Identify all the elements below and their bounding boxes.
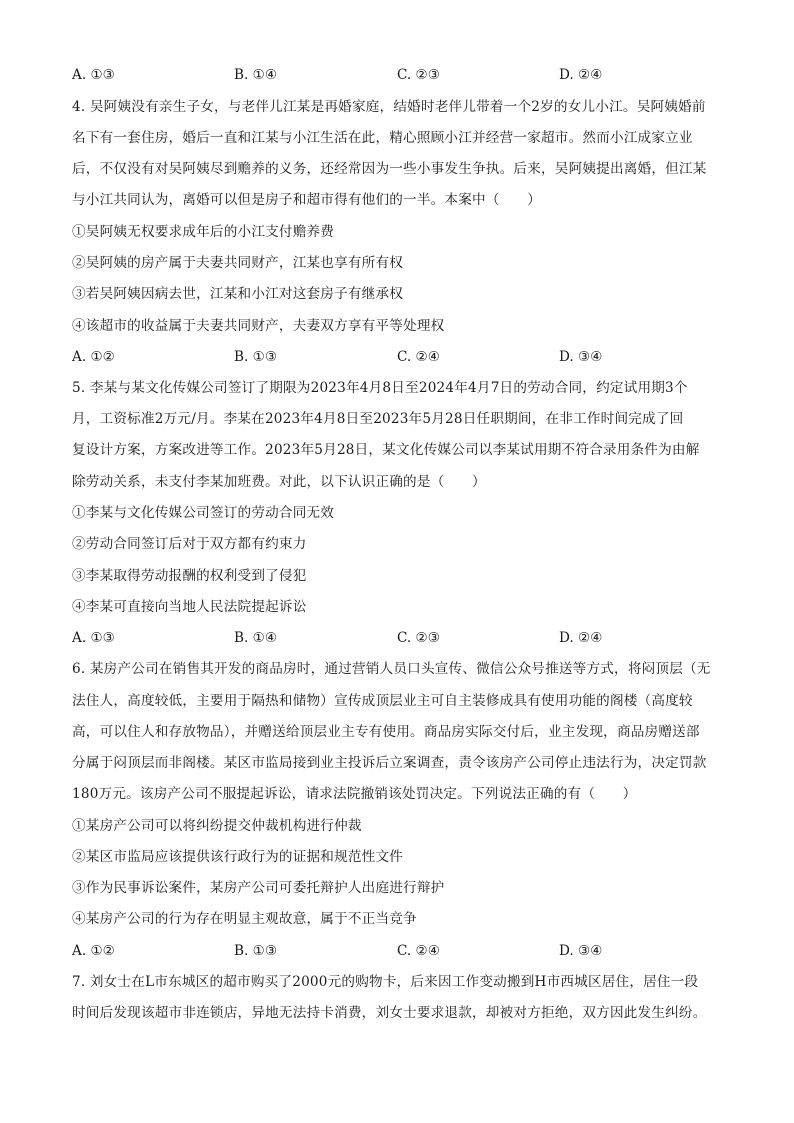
q6-stem-line: 6. 某房产公司在销售其开发的商品房时，通过营销人员口头宣传、微信公众号推送等方式，将闷顶层（无 — [72, 661, 711, 677]
q4-stem-line: 与小江共同认为，离婚可以但是房子和超市得有他们的一半。本案中（ ） — [72, 192, 541, 208]
q5-stem-line: 复设计方案，方案改进等工作。2023年5月28日，某文化传媒公司以李某试用期不符合录用条件为由解 — [72, 442, 700, 458]
q5-options — [72, 628, 722, 648]
q4-statement: ④该超市的收益属于夫妻共同财产，夫妻双方享有平等处理权 — [72, 318, 445, 334]
q3-options — [72, 65, 722, 85]
q4-option-c: C. ②④ — [397, 349, 440, 365]
q6-option-d: D. ③④ — [559, 943, 603, 959]
q4-statement: ①吴阿姨无权要求成年后的小江支付赡养费 — [72, 224, 335, 240]
q5-stem-line: 除劳动关系，未支付李某加班费。对此，以下认识正确的是（ ） — [72, 474, 486, 490]
q3-option-a: A. ①③ — [72, 67, 115, 83]
q4-option-b: B. ①③ — [234, 349, 278, 365]
q5-stem-line: 月，工资标准2万元/月。李某在2023年4月8日至2023年5月28日任职期间，在非工作时间完成了回 — [72, 411, 684, 427]
q6-option-c: C. ②④ — [397, 943, 440, 959]
q3-option-d: D. ②④ — [559, 67, 603, 83]
q4-options — [72, 347, 722, 367]
q6-statement: ②某区市监局应该提供该行政行为的证据和规范性文件 — [72, 849, 404, 865]
q6-stem-line: 分属于闷顶层而非阁楼。某区市监局接到业主投诉后立案调查，责令该房产公司停止违法行为，决定罚款 — [72, 755, 707, 771]
q3-option-c: C. ②③ — [397, 67, 440, 83]
q4-stem-line: 4. 吴阿姨没有亲生子女，与老伴儿江某是再婚家庭，结婚时老伴儿带着一个2岁的女儿小江。吴阿姨婚前 — [72, 99, 706, 115]
q5-option-a: A. ①③ — [72, 630, 115, 646]
q3-option-b: B. ①④ — [234, 67, 278, 83]
q5-statement: ②劳动合同签订后对于双方都有约束力 — [72, 536, 307, 552]
q6-option-b: B. ①③ — [234, 943, 278, 959]
q5-statement: ③李某取得劳动报酬的权利受到了侵犯 — [72, 568, 307, 584]
q4-option-d: D. ③④ — [559, 349, 603, 365]
q6-stem-line: 180万元。该房产公司不服提起诉讼，请求法院撤销该处罚决定。下列说法正确的有（ ） — [72, 786, 637, 802]
q6-stem-line: 法住人，高度较低，主要用于隔热和储物）宣传成顶层业主可自主装修成具有使用功能的阁楼（高度较 — [72, 693, 693, 709]
q5-statement: ④李某可直接向当地人民法院提起诉讼 — [72, 599, 307, 615]
q7-stem-line: 7. 刘女士在L市东城区的超市购买了2000元的购物卡，后来因工作变动搬到H市西城区居住，居住一段 — [72, 974, 699, 990]
q5-statement: ①李某与文化传媒公司签订的劳动合同无效 — [72, 505, 335, 521]
q6-statement: ④某房产公司的行为存在明显主观故意，属于不正当竞争 — [72, 911, 417, 927]
q4-statement: ②吴阿姨的房产属于夫妻共同财产，江某也享有所有权 — [72, 255, 404, 271]
q6-option-a: A. ①② — [72, 943, 115, 959]
q5-option-b: B. ①④ — [234, 630, 278, 646]
q6-statement: ③作为民事诉讼案件，某房产公司可委托辩护人出庭进行辩护 — [72, 880, 445, 896]
q4-stem-line: 名下有一套住房，婚后一直和江某与小江生活在此，精心照顾小江并经营一家超市。然而小江成家立业 — [72, 130, 693, 146]
q4-statement: ③若吴阿姨因病去世，江某和小江对这套房子有继承权 — [72, 286, 404, 302]
q6-stem-line: 高，可以住人和存放物品），并赠送给顶层业主专有使用。商品房实际交付后，业主发现，商品房赠送部 — [72, 724, 700, 740]
q4-stem-line: 后，不仅没有对吴阿姨尽到赡养的义务，还经常因为一些小事发生争执。后来，吴阿姨提出离婚，但江某 — [72, 161, 707, 177]
q5-option-c: C. ②③ — [397, 630, 440, 646]
q6-options — [72, 941, 722, 961]
q7-stem-line: 时间后发现该超市非连锁店，异地无法持卡消费，刘女士要求退款，却被对方拒绝，双方因此发生纠纷。 — [72, 1005, 707, 1021]
q5-option-d: D. ②④ — [559, 630, 603, 646]
q4-option-a: A. ①② — [72, 349, 115, 365]
q5-stem-line: 5. 李某与某文化传媒公司签订了期限为2023年4月8日至2024年4月7日的劳动合同，约定试用期3个 — [72, 380, 688, 396]
q6-statement: ①某房产公司可以将纠纷提交仲裁机构进行仲裁 — [72, 818, 362, 834]
